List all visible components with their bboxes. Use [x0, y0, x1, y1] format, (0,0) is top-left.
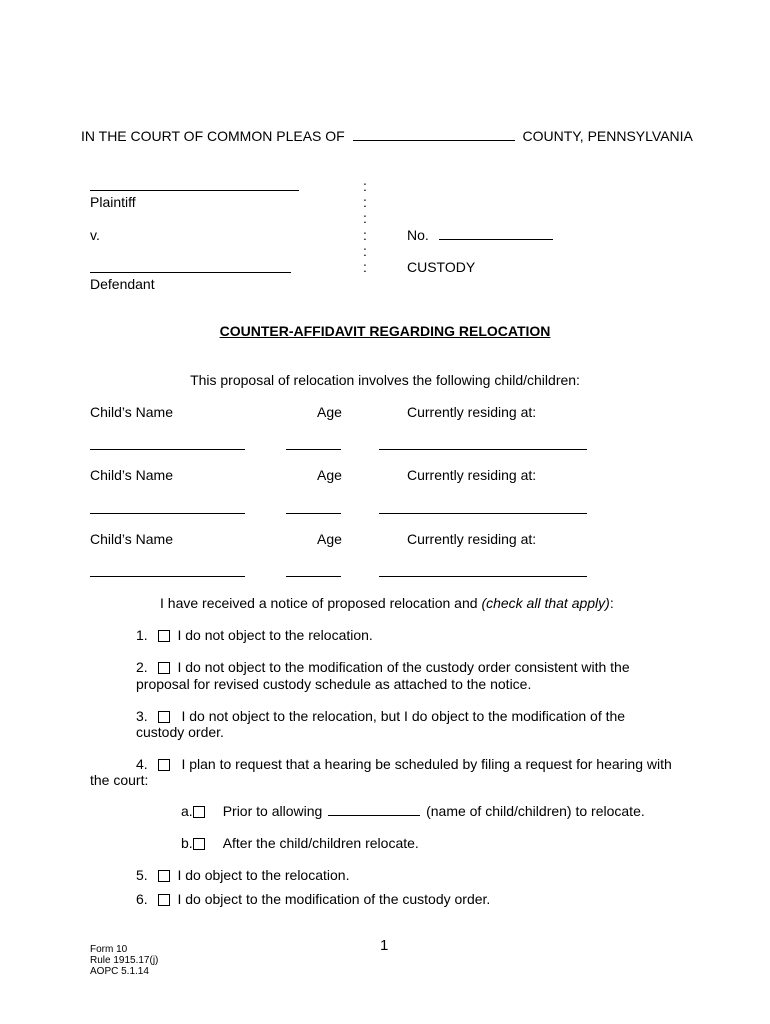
option-4a-checkbox[interactable] — [193, 806, 205, 818]
child-name-blank[interactable] — [328, 803, 420, 816]
case-number — [407, 227, 553, 243]
option-text-after: (name of child/children) to relocate. — [426, 803, 645, 819]
option-4 — [136, 756, 672, 772]
option-4b — [181, 835, 419, 851]
option-4b-checkbox[interactable] — [193, 838, 205, 850]
child-residing-line[interactable] — [379, 449, 587, 450]
option-4-checkbox[interactable] — [158, 759, 170, 771]
child-name-label: Child’s Name — [90, 404, 173, 420]
option-text: I do object to the modification of the custody order. — [177, 891, 491, 907]
child-age-label: Age — [317, 531, 342, 547]
custody-label: CUSTODY — [407, 259, 476, 275]
notice-end: : — [609, 595, 614, 611]
child-name-line[interactable] — [90, 576, 245, 577]
court-header — [81, 128, 693, 144]
county-blank[interactable] — [353, 128, 515, 141]
court-header-suffix: COUNTY, PENNSYLVANIA — [522, 128, 693, 144]
footer-aopc: AOPC 5.1.14 — [90, 966, 149, 977]
child-residing-line[interactable] — [379, 513, 587, 514]
child-residing-line[interactable] — [379, 576, 587, 577]
court-header-prefix: IN THE COURT OF COMMON PLEAS OF — [81, 128, 345, 144]
option-1-checkbox[interactable] — [158, 630, 170, 642]
option-3 — [136, 708, 625, 724]
child-residing-label: Currently residing at: — [407, 467, 537, 483]
option-6-checkbox[interactable] — [158, 894, 170, 906]
option-text: I plan to request that a hearing be scheduled by filing a request for hearing with — [181, 756, 672, 772]
option-number: 5. — [136, 867, 148, 883]
option-5 — [136, 867, 349, 883]
option-2 — [136, 659, 630, 675]
case-number-blank[interactable] — [439, 227, 553, 240]
option-4a — [181, 803, 645, 819]
defendant-label: Defendant — [90, 276, 155, 292]
option-2-checkbox[interactable] — [158, 662, 170, 674]
notice-text — [160, 595, 614, 611]
caption-colon: : — [363, 210, 367, 226]
option-number: 2. — [136, 659, 148, 675]
option-text: I do object to the relocation. — [177, 867, 350, 883]
form-title: COUNTER-AFFIDAVIT REGARDING RELOCATION — [219, 323, 551, 339]
child-age-line[interactable] — [286, 449, 341, 450]
option-6 — [136, 891, 490, 907]
child-name-label: Child’s Name — [90, 467, 173, 483]
caption-colon: : — [363, 243, 367, 259]
child-name-line[interactable] — [90, 513, 245, 514]
child-age-line[interactable] — [286, 513, 341, 514]
option-3-checkbox[interactable] — [158, 711, 170, 723]
notice-italic: (check all that apply) — [481, 595, 610, 611]
option-number: 3. — [136, 708, 148, 724]
notice-main: I have received a notice of proposed relocation and — [160, 595, 482, 611]
child-age-label: Age — [317, 467, 342, 483]
child-age-label: Age — [317, 404, 342, 420]
option-letter: a. — [181, 803, 193, 819]
defendant-line[interactable] — [90, 272, 291, 273]
option-2-continued: proposal for revised custody schedule as attached to the notice. — [136, 676, 532, 692]
option-text: After the child/children relocate. — [222, 835, 419, 851]
option-4-continued: the court: — [90, 772, 149, 788]
caption-colon: : — [363, 227, 367, 243]
option-text: I do not object to the relocation. — [177, 627, 373, 643]
intro-text: This proposal of relocation involves the following child/children: — [190, 372, 580, 388]
versus-label: v. — [90, 227, 100, 243]
footer-form: Form 10 — [90, 944, 128, 955]
footer-rule: Rule 1915.17(j) — [90, 955, 159, 966]
caption-colon: : — [363, 178, 367, 194]
child-residing-label: Currently residing at: — [407, 404, 537, 420]
caption-colon: : — [363, 259, 367, 275]
child-name-line[interactable] — [90, 449, 245, 450]
option-1 — [136, 627, 373, 643]
child-name-label: Child’s Name — [90, 531, 173, 547]
option-5-checkbox[interactable] — [158, 870, 170, 882]
case-number-label: No. — [407, 227, 429, 243]
option-text: I do not object to the modification of the custody order consistent with the — [177, 659, 630, 675]
option-number: 6. — [136, 891, 148, 907]
page-number: 1 — [380, 937, 389, 954]
option-text: Prior to allowing — [222, 803, 323, 819]
option-letter: b. — [181, 835, 193, 851]
plaintiff-line[interactable] — [90, 190, 299, 191]
child-residing-label: Currently residing at: — [407, 531, 537, 547]
option-text: I do not object to the relocation, but I do object to the modification of the — [181, 708, 626, 724]
plaintiff-label: Plaintiff — [90, 194, 136, 210]
child-age-line[interactable] — [286, 576, 341, 577]
option-number: 1. — [136, 627, 148, 643]
option-number: 4. — [136, 756, 148, 772]
caption-colon: : — [363, 194, 367, 210]
option-3-continued: custody order. — [136, 724, 224, 740]
